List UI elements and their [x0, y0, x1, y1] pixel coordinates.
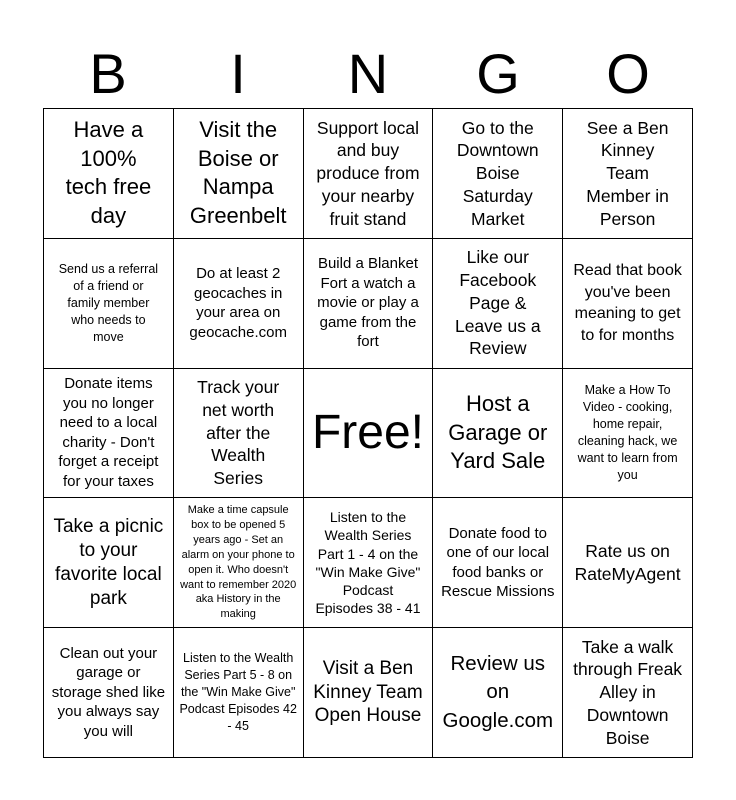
- header-letter-o: O: [606, 42, 650, 105]
- bingo-cell-free: [304, 369, 434, 499]
- cell-text: Read that book you've been meaning to get to for months: [573, 262, 682, 344]
- cell-text: Donate food to one of our local food banks or Rescue Missions: [441, 524, 555, 601]
- cell-text: Clean out your garage or storage shed like you always say you will: [51, 644, 166, 740]
- cell-text: Visit the Boise or Nampa Greenbelt: [189, 117, 287, 228]
- cell-text: Make a How To Video - cooking, home repair, cleaning hack, we want to learn from you: [577, 383, 678, 482]
- bingo-cell: [44, 498, 174, 628]
- header-letter-g: G: [476, 42, 520, 105]
- free-space-text: Free!: [311, 405, 424, 459]
- bingo-cell: [563, 109, 693, 239]
- cell-text: Like our Facebook Page & Leave us a Review: [454, 247, 541, 359]
- bingo-cell: [304, 498, 434, 628]
- bingo-cell: [174, 109, 304, 239]
- bingo-card: [43, 108, 693, 758]
- bingo-cell: [174, 628, 304, 758]
- header-letter-i: I: [230, 42, 246, 105]
- bingo-cell: [44, 628, 174, 758]
- bingo-cell: [44, 369, 174, 499]
- cell-text: Listen to the Wealth Series Part 1 - 4 on the "Win Make Give" Podcast Episodes 38 - 41: [315, 509, 421, 617]
- bingo-cell: [44, 239, 174, 369]
- header-letter-n: N: [347, 42, 389, 105]
- bingo-header: [43, 40, 693, 108]
- bingo-cell: [433, 369, 563, 499]
- bingo-cell: [304, 628, 434, 758]
- cell-text: Review us on Google.com: [442, 651, 554, 732]
- cell-text: Build a Blanket Fort a watch a movie or play a game from the fort: [317, 255, 419, 351]
- bingo-cell: [433, 498, 563, 628]
- bingo-cell: [563, 369, 693, 499]
- cell-text: Take a picnic to your favorite local park: [53, 516, 164, 609]
- bingo-cell: [304, 239, 434, 369]
- cell-text: Listen to the Wealth Series Part 5 - 8 on the "Win Make Give" Podcast Episodes 42 - 45: [179, 651, 297, 733]
- cell-text: Have a 100% tech free day: [65, 117, 152, 228]
- cell-text: Donate items you no longer need to a local charity - Don't forget a receipt for your taxes: [58, 375, 159, 490]
- bingo-cell: [174, 369, 304, 499]
- bingo-cell: [44, 109, 174, 239]
- cell-text: See a Ben Kinney Team Member in Person: [586, 117, 669, 229]
- cell-text: Rate us on RateMyAgent: [574, 541, 681, 584]
- bingo-cell: [174, 239, 304, 369]
- cell-text: Track your net worth after the Wealth Series: [197, 377, 280, 489]
- cell-text: Support local and buy produce from your nearby fruit stand: [316, 117, 420, 229]
- cell-text: Make a time capsule box to be opened 5 years ago - Set an alarm on your phone to open it. Who doesn't want to remember 2020 aka History in the making: [180, 504, 297, 621]
- header-letter-b: B: [89, 42, 127, 105]
- cell-text: Take a walk through Freak Alley in Downtown Boise: [573, 636, 683, 748]
- bingo-cell: [563, 239, 693, 369]
- bingo-cell: [304, 109, 434, 239]
- bingo-cell: [433, 239, 563, 369]
- cell-text: Host a Garage or Yard Sale: [448, 391, 548, 474]
- cell-text: Send us a referral of a friend or family member who needs to move: [58, 262, 159, 344]
- bingo-cell: [563, 498, 693, 628]
- bingo-cell: [433, 109, 563, 239]
- cell-text: Visit a Ben Kinney Team Open House: [313, 657, 423, 727]
- cell-text: Do at least 2 geocaches in your area on geocache.com: [189, 265, 287, 341]
- bingo-cell: [174, 498, 304, 628]
- bingo-cell: [563, 628, 693, 758]
- bingo-cell: [433, 628, 563, 758]
- cell-text: Go to the Downtown Boise Saturday Market: [456, 117, 539, 229]
